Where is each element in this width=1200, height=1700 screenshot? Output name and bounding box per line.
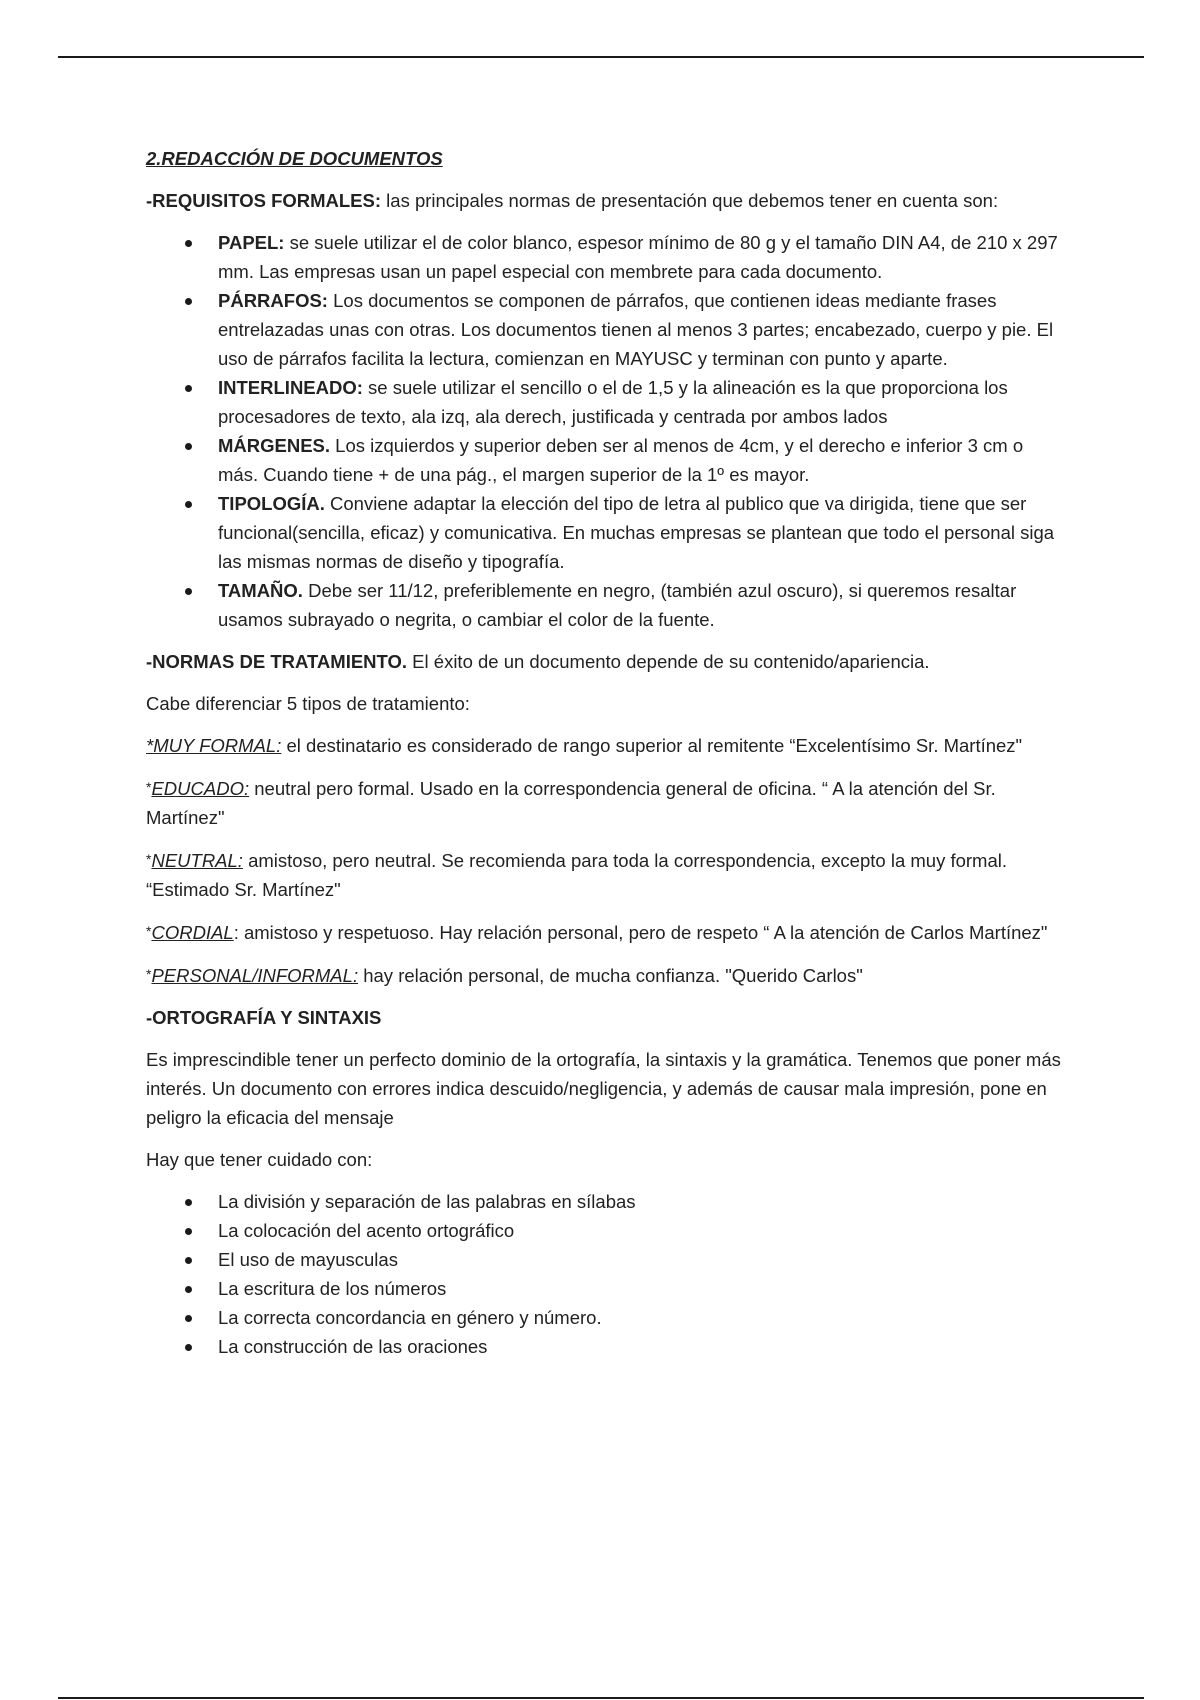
normas-text: El éxito de un documento depende de su contenido/apariencia.: [407, 651, 930, 672]
item-label: PAPEL:: [218, 232, 285, 253]
requisitos-label: -REQUISITOS FORMALES:: [146, 190, 382, 211]
normas-subintro: Cabe diferenciar 5 tipos de tratamiento:: [146, 693, 470, 714]
item-text: Los izquierdos y superior deben ser al menos de 4cm, y el derecho e inferior 3 cm o más. Cuando tiene + de una pág., el margen superior de la 1º es mayor.: [218, 435, 1024, 485]
tipo-prefix: *: [146, 779, 152, 795]
document-heading: 2.REDACCIÓN DE DOCUMENTOS: [146, 148, 443, 169]
tipo-text: amistoso, pero neutral. Se recomienda para toda la correspondencia, excepto la muy formal. “Estimado Sr. Martínez": [146, 850, 1007, 900]
item-text: Los documentos se componen de párrafos, que contienen ideas mediante frases entrelazadas unas con otras. Los documentos tienen al menos 3 partes; encabezado, cuerpo y pie. El uso de párrafos facilita la lectura, comienzan en MAYUSC y terminan con punto y aparte.: [218, 290, 1054, 369]
tipo-text: neutral pero formal. Usado en la correspondencia general de oficina. “ A la atención del Sr. Martínez": [146, 778, 996, 828]
tipo-prefix: *: [146, 851, 152, 867]
item-label: PÁRRAFOS:: [218, 290, 328, 311]
tratamiento-educado: [146, 773, 1066, 832]
requisitos-text: las principales normas de presentación que debemos tener en cuenta son:: [381, 190, 999, 211]
item-label: TAMAÑO.: [218, 580, 303, 601]
item-label: MÁRGENES.: [218, 435, 331, 456]
ortografia-title: -ORTOGRAFÍA Y SINTAXIS: [146, 1007, 382, 1028]
tratamiento-personal: [146, 960, 1066, 990]
normas-intro: [146, 647, 1066, 676]
item-text: Conviene adaptar la elección del tipo de letra al publico que va dirigida, tiene que ser funcional(sencilla, eficaz) y comunicativa. En muchas empresas se plantean que todo el personal siga las mismas normas de diseño y tipografía.: [218, 493, 1055, 572]
list-item: La correcta concordancia en género y número.: [146, 1303, 1066, 1332]
list-item: El uso de mayusculas: [146, 1245, 1066, 1274]
list-item: [146, 489, 1066, 576]
tratamiento-cordial: [146, 917, 1066, 947]
list-item: [146, 228, 1066, 286]
tipo-label: *MUY FORMAL:: [146, 735, 282, 756]
tipo-text: el destinatario es considerado de rango superior al remitente “Excelentísimo Sr. Martínez": [281, 735, 1023, 756]
tipo-text: hay relación personal, de mucha confianza. "Querido Carlos": [358, 965, 863, 986]
tipo-label: EDUCADO:: [151, 778, 250, 799]
item-label: INTERLINEADO:: [218, 377, 363, 398]
requisitos-list: [146, 228, 1066, 634]
item-text: Debe ser 11/12, preferiblemente en negro, (también azul oscuro), si queremos resaltar usamos subrayado o negrita, o cambiar el color de la fuente.: [218, 580, 1017, 630]
tipo-prefix: *: [146, 966, 152, 982]
item-label: TIPOLOGÍA.: [218, 493, 325, 514]
list-item: La construcción de las oraciones: [146, 1332, 1066, 1361]
ortografia-paragraph: Es imprescindible tener un perfecto dominio de la ortografía, la sintaxis y la gramática. Tenemos que poner más interés. Un documento con errores indica descuido/negligencia, y además de causar mala impresión, pone en peligro la eficacia del mensaje: [146, 1049, 1061, 1128]
list-item: La división y separación de las palabras en sílabas: [146, 1187, 1066, 1216]
list-item: La escritura de los números: [146, 1274, 1066, 1303]
document-page: [146, 144, 1066, 1374]
tipo-label: NEUTRAL:: [151, 850, 243, 871]
tipo-label: PERSONAL/INFORMAL:: [151, 965, 359, 986]
ortografia-list: [146, 1187, 1066, 1361]
ortografia-intro: Hay que tener cuidado con:: [146, 1149, 373, 1170]
tipo-prefix: *: [146, 923, 152, 939]
list-item: [146, 431, 1066, 489]
footer-rule: [58, 1697, 1144, 1699]
list-item: [146, 286, 1066, 373]
list-item: [146, 576, 1066, 634]
tratamiento-neutral: [146, 845, 1066, 904]
requisitos-intro: [146, 186, 1066, 215]
tratamiento-muy-formal: [146, 731, 1066, 760]
list-item: La colocación del acento ortográfico: [146, 1216, 1066, 1245]
item-text: se suele utilizar el sencillo o el de 1,5 y la alineación es la que proporciona los procesadores de texto, ala izq, ala derech, justificada y centrada por ambos lados: [218, 377, 1008, 427]
list-item: [146, 373, 1066, 431]
header-rule: [58, 56, 1144, 58]
normas-label: -NORMAS DE TRATAMIENTO.: [146, 651, 408, 672]
item-text: se suele utilizar el de color blanco, espesor mínimo de 80 g y el tamaño DIN A4, de 210 x 297 mm. Las empresas usan un papel especial con membrete para cada documento.: [218, 232, 1058, 282]
tipo-text: : amistoso y respetuoso. Hay relación personal, pero de respeto “ A la atención de Carlos Martínez": [233, 922, 1048, 943]
tipo-label: CORDIAL: [151, 922, 234, 943]
